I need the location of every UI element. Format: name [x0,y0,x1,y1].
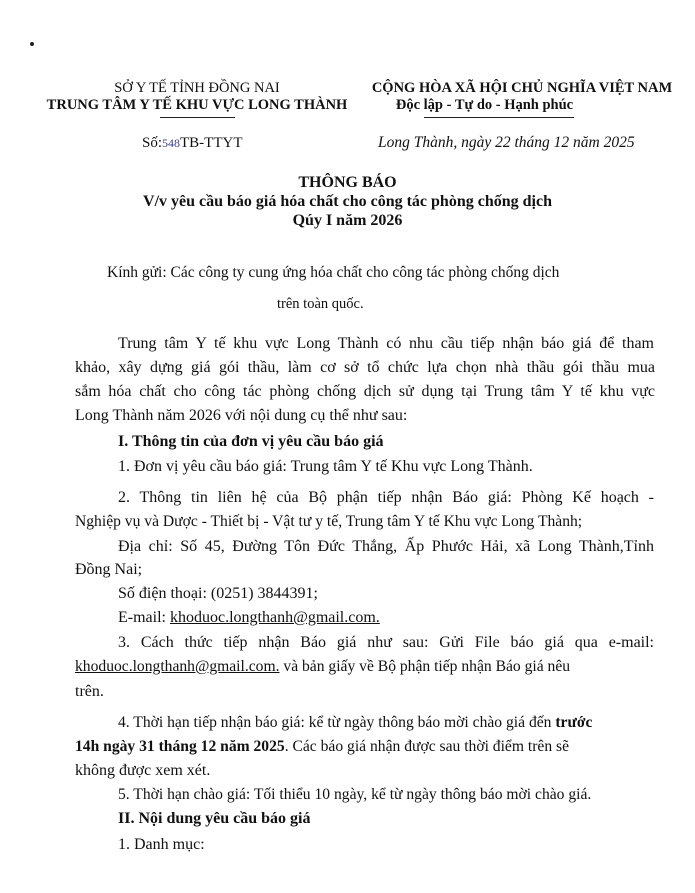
section1-item2-line2: Nghiệp vụ và Dược - Thiết bị - Vật tư y tế, Trung tâm Y tế Khu vực Long Thành; [75,513,583,530]
intro-line1: Trung tâm Y tế khu vực Long Thành có nhu cầu tiếp nhận báo giá để tham [118,335,654,352]
item3-line2-rest: và bản giấy về Bộ phận tiếp nhận Báo giá nêu [279,658,571,675]
document-number-value: 548 [162,136,181,150]
item4-line1-bold: trước [555,714,593,731]
organization-name: TRUNG TÂM Y TẾ KHU VỰC LONG THÀNH [46,97,348,113]
ministry-name: SỞ Y TẾ TỈNH ĐỒNG NAI [114,80,280,96]
document-subject: V/v yêu cầu báo giá hóa chất cho công tác phòng chống dịch [143,193,552,210]
recipient-line2: trên toàn quốc. [277,296,364,312]
section1-item4-line3: không được xem xét. [75,762,211,779]
section1-item3-line2 [75,656,570,677]
section1-heading: I. Thông tin của đơn vị yêu cầu báo giá [118,433,384,450]
item4-line2-rest: . Các báo giá nhận được sau thời điểm trên sẽ [284,738,570,755]
country-name: CỘNG HÒA XÃ HỘI CHỦ NGHĨA VIỆT NAM [371,80,673,96]
document-title: THÔNG BÁO [298,174,397,191]
document-quarter: Qúy I năm 2026 [292,212,403,229]
email-label: E-mail: [118,609,170,626]
document-number-suffix: TB-TTYT [180,135,243,151]
intro-line4: Long Thành năm 2026 với nội dung cụ thể như sau: [75,407,408,424]
section1-address-line2: Đồng Nai; [75,561,143,578]
intro-line2: khảo, xây dựng giá gói thầu, làm cơ sở tổ chức lựa chọn nhà thầu gói thầu mua [75,359,655,376]
item4-line1-start: 4. Thời hạn tiếp nhận báo giá: kể từ ngày thông báo mời chào giá đến [118,714,556,731]
section1-address-line1: Địa chỉ: Số 45, Đường Tôn Đức Thắng, Ấp Phước Hải, xã Long Thành,Tỉnh [118,538,654,555]
section2-item1: 1. Danh mục: [118,836,205,853]
section1-phone: Số điện thoại: (0251) 3844391; [118,585,318,602]
email-link[interactable]: khoduoc.longthanh@gmail.com. [169,609,380,626]
section1-item3-line1: 3. Cách thức tiếp nhận Báo giá như sau: Gửi File báo giá qua e-mail: [118,634,654,651]
right-header-underline [424,117,574,118]
scan-speck [30,42,34,46]
recipient-line1: Kính gửi: Các công ty cung ứng hóa chất cho công tác phòng chống dịch [107,264,560,281]
place-and-date: Long Thành, ngày 22 tháng 12 năm 2025 [378,134,635,151]
document-number [142,135,243,152]
document-number-prefix: Số: [142,135,163,151]
section1-item4-line1 [118,712,592,733]
section1-item5: 5. Thời hạn chào giá: Tối thiểu 10 ngày, kể từ ngày thông báo mời chào giá. [118,786,592,803]
intro-line3: sắm hóa chất cho công tác phòng chống dịch sử dụng tại Trung tâm Y tế khu vực [75,383,655,400]
section1-email-row [118,607,380,628]
section2-heading: II. Nội dung yêu cầu báo giá [118,810,311,827]
motto: Độc lập - Tự do - Hạnh phúc [395,97,574,113]
section1-item1: 1. Đơn vị yêu cầu báo giá: Trung tâm Y tế Khu vực Long Thành. [118,458,533,475]
section1-item2-line1: 2. Thông tin liên hệ của Bộ phận tiếp nhận Báo giá: Phòng Kế hoạch - [118,489,654,506]
section1-item3-line3: trên. [75,683,104,700]
left-header-underline [160,117,235,118]
section1-item4-line2 [75,736,569,757]
item3-email-link[interactable]: khoduoc.longthanh@gmail.com. [75,658,280,675]
item4-deadline: 14h ngày 31 tháng 12 năm 2025 [75,738,285,755]
